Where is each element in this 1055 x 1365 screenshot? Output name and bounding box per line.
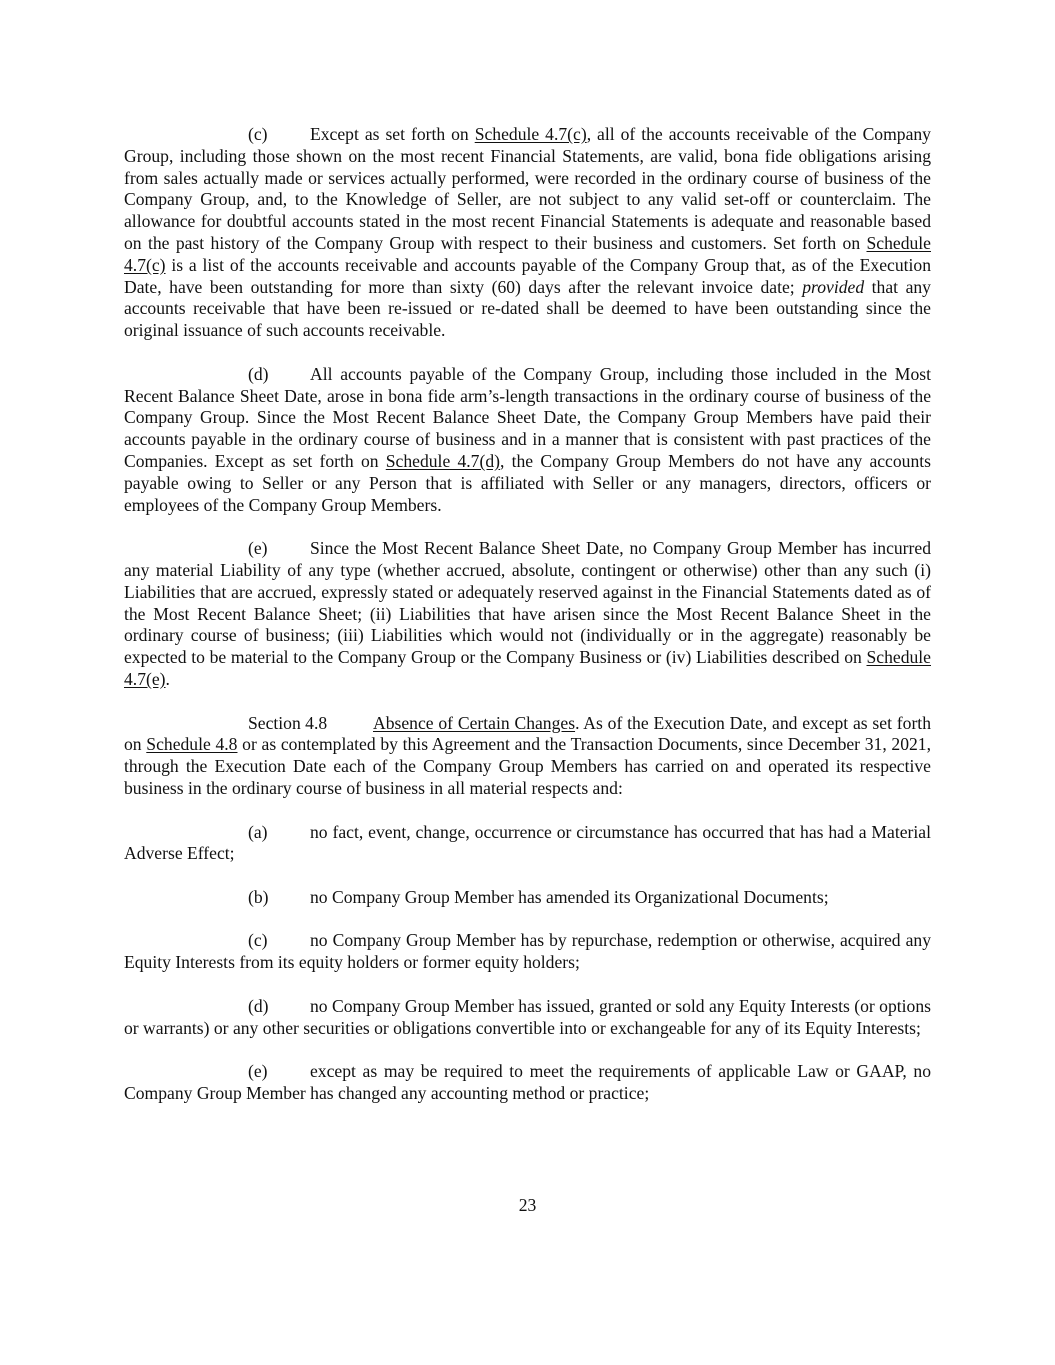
paragraph-4-7-d xyxy=(124,364,931,517)
clause-text: no Company Group Member has issued, granted or sold any Equity Interests (or options or warrants) or any other securities or obligations convertible into or exchangeable for any of its Equity Interests; xyxy=(124,995,931,1038)
clause-label: (e) xyxy=(248,538,268,559)
clause-label: (c) xyxy=(248,930,268,951)
clause-text: . As of the Execution Date, and except as set forth on xyxy=(124,712,931,755)
paragraph-4-8-b xyxy=(124,887,931,909)
clause-label: (b) xyxy=(248,886,269,907)
clause-label: (d) xyxy=(248,995,269,1016)
page-number: 23 xyxy=(518,1195,537,1215)
clause-label: (e) xyxy=(248,1061,268,1082)
clause-text: no Company Group Member has by repurchase, redemption or otherwise, acquired any Equity Interests from its equity holders or former equity holders; xyxy=(124,930,931,973)
clause-text: or as contemplated by this Agreement and the Transaction Documents, since December 31, 2021, through the Execution Date each of the Company Group Members has carried on and operated its respective business in the ordinary course of business in all material respects and: xyxy=(124,734,931,798)
clause-label: (c) xyxy=(248,124,268,144)
document-page xyxy=(124,124,931,1127)
clause-text: no fact, event, change, occurrence or circumstance has occurred that has had a Material Adverse Effect; xyxy=(124,821,931,864)
paragraph-4-8-c xyxy=(124,930,931,974)
paragraph-4-7-e xyxy=(124,538,931,691)
clause-text: , all of the accounts receivable of the Company Group, including those shown on the most recent Financial Statements, are valid, bona fide obligations arising from sales actually made or services actually performed, were recorded in the ordinary course of business of the Company Group, and, to the Knowledge of Seller, are not subject to any valid set-off or counterclaim. The allowance for doubtful accounts stated in the most recent Financial Statements is adequate and reasonable based on the past history of the Company Group with respect to their business and customers. Set forth on xyxy=(124,124,931,253)
section-title: Absence of Certain Changes xyxy=(373,712,576,733)
clause-text: that any accounts receivable that have been re-issued or re-dated shall be deemed to have been outstanding since the original issuance of such accounts receivable. xyxy=(124,276,931,341)
section-number: Section 4.8 xyxy=(248,712,328,733)
clause-label: (d) xyxy=(248,363,269,384)
schedule-reference: Schedule 4.7(c) xyxy=(124,232,931,275)
paragraph-4-8-d xyxy=(124,996,931,1040)
clause-text: is a list of the accounts receivable and accounts payable of the Company Group that, as of the Execution Date, have been outstanding for more than sixty (60) days after the relevant invoice date; xyxy=(124,254,931,297)
clause-text: Except as set forth on xyxy=(310,124,475,144)
clause-text: no Company Group Member has amended its Organizational Documents; xyxy=(310,886,829,907)
clause-text: . xyxy=(165,668,170,689)
clause-text: except as may be required to meet the requirements of applicable Law or GAAP, no Company Group Member has changed any accounting method or practice; xyxy=(124,1061,931,1104)
section-4-8 xyxy=(124,713,931,800)
italic-term: provided xyxy=(802,276,865,297)
schedule-reference: Schedule 4.7(d) xyxy=(385,450,500,471)
schedule-reference: Schedule 4.7(e) xyxy=(124,647,931,689)
clause-text: Since the Most Recent Balance Sheet Date, no Company Group Member has incurred any material Liability of any type (whether accrued, absolute, contingent or otherwise) other than any such (i) Liabilities that are accrued, expressly stated or adequately reserved against in the Financial Statements dated as of the Most Recent Balance Sheet; (ii) Liabilities that have arisen since the Most Recent Balance Sheet in the ordinary course of business; (iii) Liabilities which would not (individually or in the aggregate) reasonably be expected to be material to the Company Group or the Company Business or (iv) Liabilities described on xyxy=(124,538,931,668)
paragraph-4-8-e xyxy=(124,1061,931,1105)
clause-label: (a) xyxy=(248,821,268,842)
schedule-reference: Schedule 4.8 xyxy=(146,734,238,755)
paragraph-4-7-c xyxy=(124,124,931,342)
clause-text: , the Company Group Members do not have any accounts payable owing to Seller or any Person that is affiliated with Seller or any managers, directors, officers or employees of the Company Group Members. xyxy=(124,450,931,515)
clause-text: All accounts payable of the Company Group, including those included in the Most Recent Balance Sheet Date, arose in bona fide arm’s-length transactions in the ordinary course of business of the Company Group. Since the Most Recent Balance Sheet Date, the Company Group Members have paid their accounts payable in the ordinary course of business and in a manner that is consistent with past practices of the Companies. Except as set forth on xyxy=(124,363,931,471)
paragraph-4-8-a xyxy=(124,822,931,866)
schedule-reference: Schedule 4.7(c) xyxy=(474,124,587,144)
